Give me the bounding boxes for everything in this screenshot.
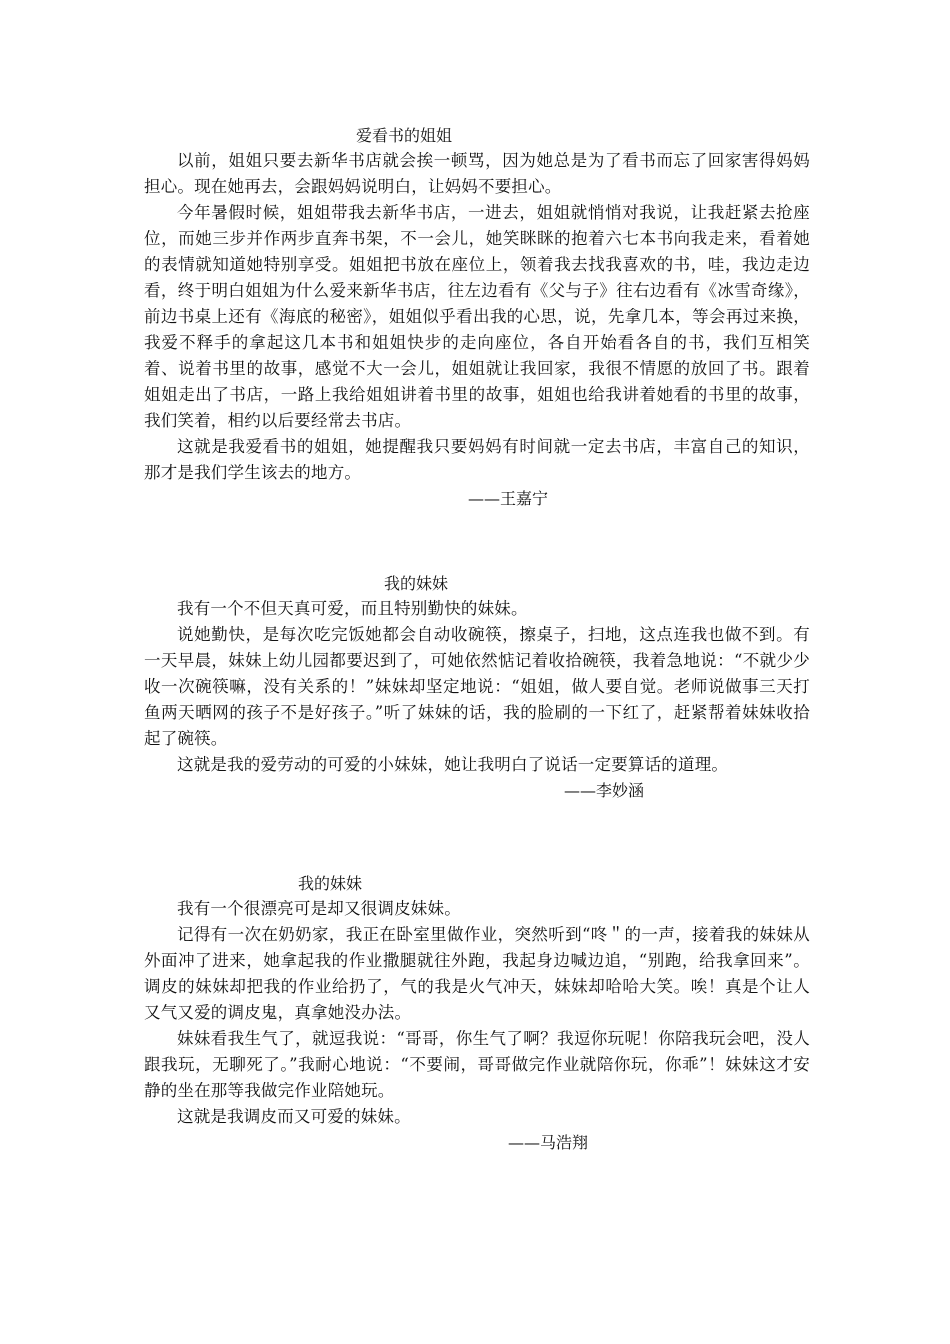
essay-title: 我的妹妹 bbox=[298, 874, 363, 893]
essay-author: ——王嘉宁 bbox=[468, 489, 549, 508]
essay-title: 爱看书的姐姐 bbox=[356, 126, 453, 145]
essay-paragraph: 这就是我调皮而又可爱的妹妹。 bbox=[177, 1107, 411, 1126]
essay-paragraph: 今年暑假时候，姐姐带我去新华书店，一进去，姐姐就悄悄对我说，让我赶紧去抢座位，而她三步并作两步直奔书架，不一会儿，她笑眯眯的抱着六七本书向我走来，看着她的表情就知道她特别享受。姐姐把书放在座位上，领着我去找我喜欢的书，哇，我边走边看，终于明白姐姐为什么爱来新华书店，往左边看有《父与子》往右边看有《冰雪奇缘》，前边书桌上还有《海底的秘密》，姐姐似乎看出我的心思，说，先拿几本，等会再过来换，我爱不释手的拿起这几本书和姐姐快步的走向座位，各自开始看各自的书，我们互相笑着、说着书里的故事，感觉不大一会儿，姐姐就让我回家，我很不情愿的放回了书。跟着姐姐走出了书店，一路上我给姐姐讲着书里的故事，姐姐也给我讲着她看的书里的故事，我们笑着，相约以后要经常去书店。 bbox=[144, 203, 810, 430]
essay-author: ——李妙涵 bbox=[564, 781, 645, 800]
essay-title: 我的妹妹 bbox=[384, 574, 449, 593]
essay-paragraph: 说她勤快，是每次吃完饭她都会自动收碗筷，擦桌子，扫地，这点连我也做不到。有一天早晨，妹妹上幼儿园都要迟到了，可她依然惦记着收拾碗筷，我着急地说：“不就少少收一次碗筷嘛，没有关系的！”妹妹却坚定地说：“姐姐，做人要自觉。老师说做事三天打鱼两天晒网的孩子不是好孩子。”听了妹妹的话，我的脸刷的一下红了，赶紧帮着妹妹收拾起了碗筷。 bbox=[144, 625, 810, 748]
essay-paragraph: 记得有一次在奶奶家，我正在卧室里做作业，突然听到“咚＂的一声，接着我的妹妹从外面冲了进来，她拿起我的作业撒腿就往外跑，我起身边喊边追，“别跑，给我拿回来”。调皮的妹妹却把我的作业给扔了，气的我是火气冲天，妹妹却哈哈大笑。唉！真是个让人又气又爱的调皮鬼，真拿她没办法。 bbox=[144, 925, 810, 1022]
essay-paragraph: 以前，姐姐只要去新华书店就会挨一顿骂，因为她总是为了看书而忘了回家害得妈妈担心。现在她再去，会跟妈妈说明白，让妈妈不要担心。 bbox=[144, 151, 810, 196]
essay-my-little-sister-1 bbox=[144, 572, 810, 804]
essay-paragraph: 妹妹看我生气了，就逗我说：“哥哥，你生气了啊？我逗你玩呢！你陪我玩会吧，没人跟我玩，无聊死了。”我耐心地说：“不要闹，哥哥做完作业就陪你玩，你乖”！妹妹这才安静的坐在那等我做完作业陪她玩。 bbox=[144, 1029, 810, 1100]
essay-my-little-sister-2 bbox=[144, 872, 810, 1156]
essay-author: ——马浩翔 bbox=[508, 1133, 589, 1152]
essay-sister-who-loves-books bbox=[144, 124, 810, 512]
essay-paragraph: 这就是我的爱劳动的可爱的小妹妹，她让我明白了说话一定要算话的道理。 bbox=[177, 755, 729, 774]
essay-paragraph: 我有一个不但天真可爱，而且特别勤快的妹妹。 bbox=[177, 599, 528, 618]
essay-paragraph: 我有一个很漂亮可是却又很调皮妹妹。 bbox=[177, 899, 461, 918]
essay-paragraph: 这就是我爱看书的姐姐，她提醒我只要妈妈有时间就一定去书店，丰富自己的知识，那才是我们学生该去的地方。 bbox=[144, 437, 810, 482]
